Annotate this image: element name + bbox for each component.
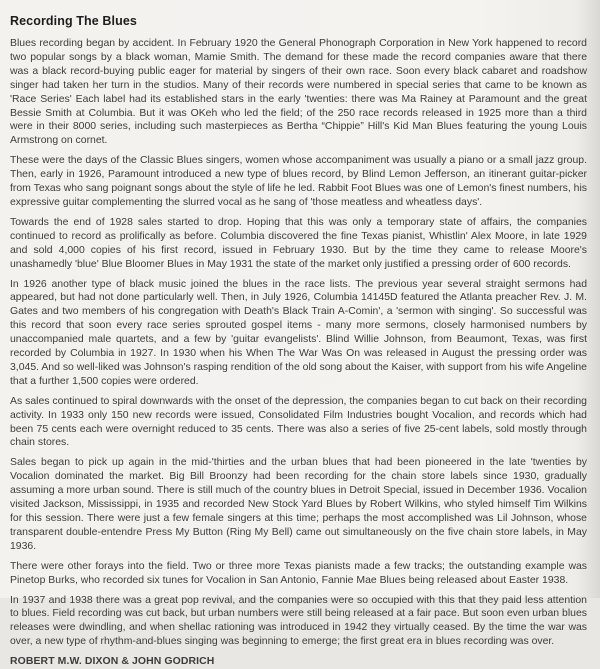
paragraph: There were other forays into the field. Two or three more Texas pianists made a few tracks; the outstanding example was Pinetop Burks, who recorded six tunes for Vocalion in San Antonio, Fannie Mae Blues being released about Easter 1938. xyxy=(10,560,587,586)
paragraph: In 1926 another type of black music joined the blues in the race lists. The previous year several straight sermons had appeared, but had not done particularly well. Then, in July 1926, Columbia 14145D featured the Atlanta preacher Rev. J. M. Gates and two members of his congregation with Death's Black Train A-Comin', a 'sermon with singing'. So successful was this record that soon every race series sprouted gospel items - many more sermons, closely harmonised numbers by unaccompanied male quartets, and a few by 'guitar evangelists'. Blind Willie Johnson, from Beaumont, Texas, was first recorded by Columbia in 1927. In 1930 when his When The War Was On was released in August the pressing order was 3,045. And so well-liked was Johnson's rasping rendition of the old song about the Kaiser, with support from his wife Angeline that a further 1,500 copies were ordered. xyxy=(10,278,587,387)
article-body xyxy=(10,37,587,669)
paragraph: Sales began to pick up again in the mid-'thirties and the urban blues that had been pioneered in the late 'twenties by Vocalion dominated the market. Big Bill Broonzy had been recording for the chain store labels since 1930, gradually assuming a more urban sound. There is still much of the country blues in Detroit Special, issued in December 1936. Vocalion visited Jackson, Mississippi, in 1935 and recorded New Stock Yard Blues by Robert Wilkins, who styled himself Tim Wilkins for this session. There were just a few female singers at this time; perhaps the most accomplished was Lil Johnson, whose transparent double-entendre Press My Button (Ring My Bell) came out simultaneously on the five chain store labels, in May 1936. xyxy=(10,457,587,552)
paragraph: Blues recording began by accident. In February 1920 the General Phonograph Corporation in New York happened to record two popular songs by a black woman, Mamie Smith. The demand for these made the record companies aware that there was a black record-buying public eager for material by singers of their own race. Soon every black cabaret and roadshow singer had taken her turn in the studios. Many of their records were numbered in special series that came to be known as 'Race Series' Each label had its established stars in the early 'twenties: there was Ma Rainey at Paramount and the great Bessie Smith at Columbia. But it was OKeh who led the field; of the 250 race records released in 1925 more than a third were in their 8000 series, including such masterpieces as Bertha “Chippie” Hill's Kid Man Blues featuring the young Louis Armstrong on cornet. xyxy=(10,38,587,147)
paragraph: As sales continued to spiral downwards with the onset of the depression, the companies began to cut back on their recording activity. In 1933 only 150 new records were issued, Consolidated Film Industries bought Vocalion, and records which had been 75 cents each were overnight reduced to 35 cents. There was also a series of five 25-cent labels, sold mostly through chain stores. xyxy=(10,395,587,449)
paragraph: Towards the end of 1928 sales started to drop. Hoping that this was only a temporary state of affairs, the companies continued to record as prolifically as before. Columbia discovered the fine Texas pianist, Whistlin' Alex Moore, in late 1929 and sold 4,000 copies of his first record, issued in February 1930. But by the time they came to release Moore's unashamedly 'blue' Blue Bloomer Blues in May 1931 the state of the market only justified a pressing order of 600 records. xyxy=(10,216,587,270)
page-title: Recording The Blues xyxy=(10,14,137,28)
author-byline: ROBERT M.W. DIXON & JOHN GODRICH xyxy=(10,656,215,668)
paragraph: These were the days of the Classic Blues singers, women whose accompaniment was usually a piano or a small jazz group. Then, early in 1926, Paramount introduced a new type of blues record, by Blind Lemon Jefferson, an itinerant guitar-picker from Texas who sang poignant songs about the style of life he led. Rabbit Foot Blues was one of Lemon's finest numbers, his expressive guitar complementing the slurred vocal as he sang of 'those meatless and wheatless days'. xyxy=(10,155,587,208)
paragraph: In 1937 and 1938 there was a great pop revival, and the companies were so occupied with this that they paid less attention to blues. Field recording was cut back, but urban numbers were still being released at a fair pace. But soon even urban blues releases were dwindling, and when shellac rationing was introduced in 1942 they virtually ceased. By the time the war was over, a new type of rhythm-and-blues singing was beginning to emerge; the first great era in blues recording was over. xyxy=(10,594,587,648)
